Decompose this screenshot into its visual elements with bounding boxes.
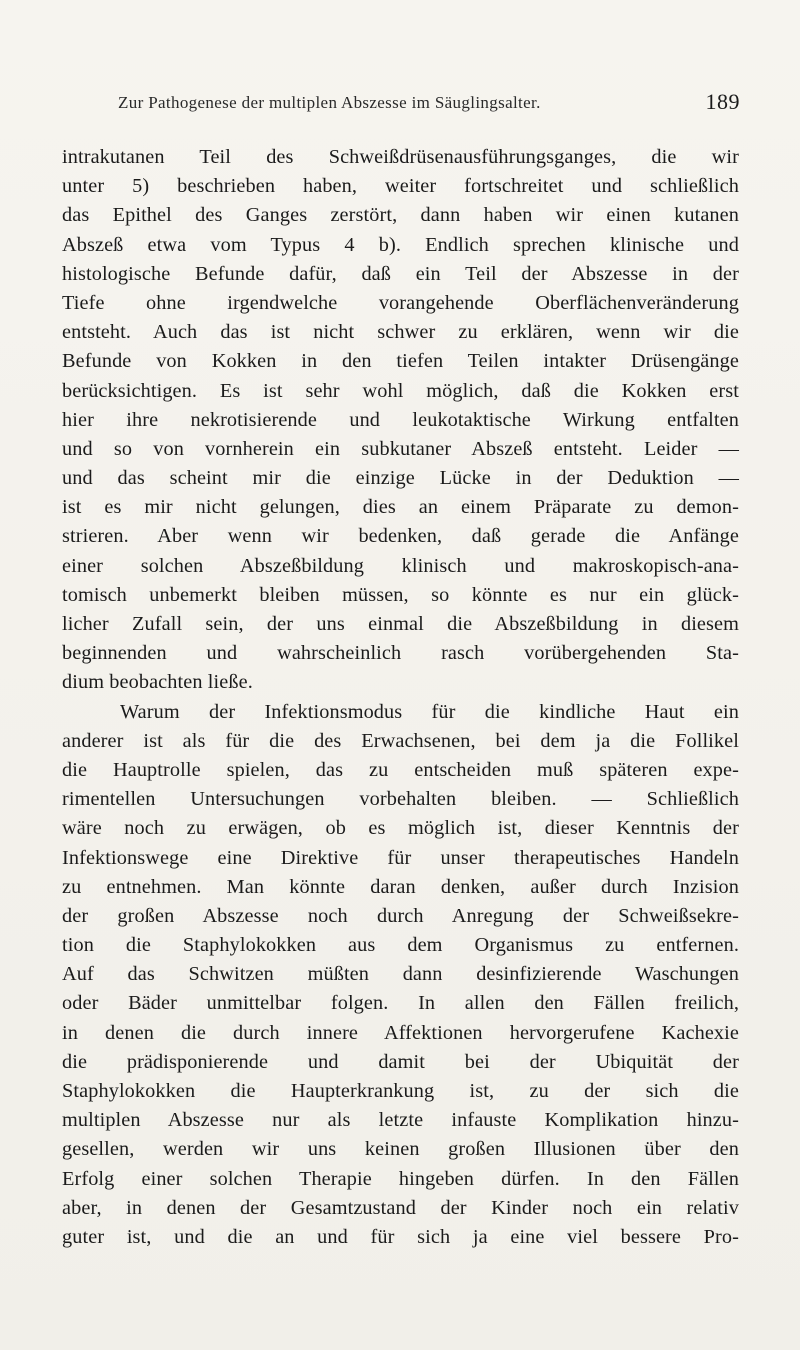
text-line: und das scheint mir die einzige Lücke in der Deduktion —	[62, 467, 739, 490]
body-text	[62, 143, 739, 1252]
running-head	[118, 89, 740, 122]
text-line: die prädisponierende und damit bei der Ubiquität der	[62, 1050, 739, 1073]
text-line: beginnenden und wahrscheinlich rasch vorübergehenden Sta-	[62, 642, 739, 665]
text-line: zu entnehmen. Man könnte daran denken, außer durch Inzision	[62, 875, 739, 898]
text-line: ist es mir nicht gelungen, dies an einem Präparate zu demon-	[62, 496, 739, 519]
text-line: entsteht. Auch das ist nicht schwer zu erklären, wenn wir die	[62, 321, 739, 344]
text-line: unter 5) beschrieben haben, weiter fortschreitet und schließlich	[62, 175, 739, 198]
text-line: Infektionswege eine Direktive für unser therapeutisches Handeln	[62, 846, 739, 869]
text-line: berücksichtigen. Es ist sehr wohl möglich, daß die Kokken erst	[62, 379, 739, 402]
text-line: Erfolg einer solchen Therapie hingeben dürfen. In den Fällen	[62, 1167, 739, 1190]
text-line: tion die Staphylokokken aus dem Organismus zu entfernen.	[62, 934, 739, 957]
text-line: das Epithel des Ganges zerstört, dann haben wir einen kutanen	[62, 204, 739, 227]
page-number: 189	[705, 89, 740, 114]
text-line: strieren. Aber wenn wir bedenken, daß gerade die Anfänge	[62, 525, 739, 548]
text-line: wäre noch zu erwägen, ob es möglich ist, dieser Kenntnis der	[62, 817, 739, 840]
text-line: Staphylokokken die Haupterkrankung ist, zu der sich die	[62, 1080, 739, 1102]
text-line: und so von vornherein ein subkutaner Abszeß entsteht. Leider —	[62, 437, 739, 460]
text-line: guter ist, und die an und für sich ja eine viel bessere Pro-	[62, 1225, 739, 1248]
text-line: hier ihre nekrotisierende und leukotaktische Wirkung entfalten	[62, 408, 739, 431]
running-title: Zur Pathogenese der multiplen Abszesse im Säuglingsalter.	[118, 93, 541, 112]
text-line: Befunde von Kokken in den tiefen Teilen intakter Drüsengänge	[62, 350, 739, 373]
text-line: intrakutanen Teil des Schweißdrüsenausführungsganges, die wir	[62, 146, 739, 168]
text-line: licher Zufall sein, der uns einmal die Abszeßbildung in diesem	[62, 613, 739, 635]
text-line: anderer ist als für die des Erwachsenen, bei dem ja die Follikel	[62, 729, 739, 752]
text-line: Auf das Schwitzen müßten dann desinfizierende Waschungen	[62, 963, 739, 986]
text-line: oder Bäder unmittelbar folgen. In allen den Fällen freilich,	[62, 992, 739, 1015]
paragraph-start-line: Warum der Infektionsmodus für die kindliche Haut ein	[120, 700, 739, 723]
paragraph-end-line: dium beobachten ließe.	[62, 671, 253, 694]
text-line: aber, in denen der Gesamtzustand der Kinder noch ein relativ	[62, 1196, 739, 1219]
text-line: der großen Abszesse noch durch Anregung der Schweißsekre-	[62, 904, 739, 927]
text-line: Tiefe ohne irgendwelche vorangehende Oberflächenveränderung	[62, 291, 739, 314]
text-line: gesellen, werden wir uns keinen großen Illusionen über den	[62, 1138, 739, 1161]
text-line: die Hauptrolle spielen, das zu entscheiden muß späteren expe-	[62, 758, 739, 781]
text-line: rimentellen Untersuchungen vorbehalten bleiben. — Schließlich	[62, 788, 739, 811]
text-line: Abszeß etwa vom Typus 4 b). Endlich sprechen klinische und	[62, 233, 739, 256]
text-line: einer solchen Abszeßbildung klinisch und makroskopisch-ana-	[62, 554, 739, 577]
text-line: tomisch unbemerkt bleiben müssen, so könnte es nur ein glück-	[62, 583, 739, 606]
text-line: histologische Befunde dafür, daß ein Teil der Abszesse in der	[62, 262, 739, 285]
text-line: in denen die durch innere Affektionen hervorgerufene Kachexie	[62, 1021, 739, 1044]
text-line: multiplen Abszesse nur als letzte infauste Komplikation hinzu-	[62, 1109, 739, 1132]
